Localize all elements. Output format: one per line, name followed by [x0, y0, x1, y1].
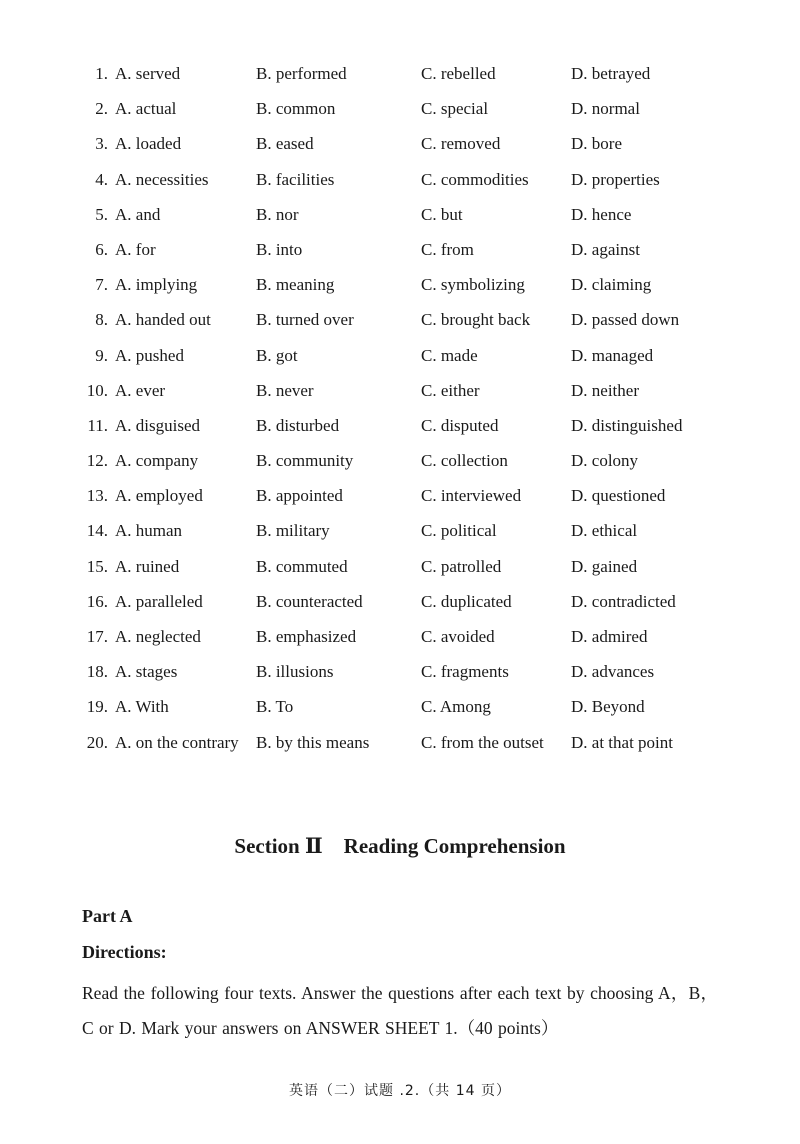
option-a: A. With — [115, 697, 169, 717]
question-row — [0, 443, 800, 478]
option-c: C. commodities — [421, 169, 529, 189]
option-c: C. from — [421, 239, 474, 259]
question-row — [0, 654, 800, 689]
question-row — [0, 91, 800, 126]
question-number: 15. — [86, 556, 108, 576]
option-a: A. employed — [115, 486, 203, 506]
option-a: A. on the contrary — [115, 732, 239, 752]
option-c: C. either — [421, 380, 480, 400]
question-number: 6. — [95, 239, 108, 259]
question-row — [0, 549, 800, 584]
option-c: C. brought back — [421, 310, 531, 330]
page-footer: 英语（二）试题 .2.（共 14 页） — [289, 1083, 511, 1099]
question-row — [0, 302, 800, 337]
question-number: 18. — [86, 662, 108, 682]
option-c: C. political — [421, 521, 497, 541]
question-number: 7. — [95, 275, 108, 295]
question-row — [0, 338, 800, 373]
answer-options-list — [0, 56, 800, 760]
question-number: 17. — [86, 627, 108, 646]
option-d: D. admired — [571, 627, 648, 646]
option-a: A. neglected — [115, 627, 201, 646]
option-b: B. turned over — [256, 310, 354, 330]
option-a: A. loaded — [115, 134, 182, 154]
option-c: C. avoided — [421, 627, 495, 646]
option-d: D. at that point — [571, 732, 673, 752]
question-number: 16. — [86, 591, 108, 611]
option-b: B. by this means — [256, 732, 370, 752]
question-row — [0, 619, 800, 654]
option-b: B. illusions — [256, 662, 334, 682]
question-row — [0, 56, 800, 91]
option-b: B. into — [256, 239, 303, 259]
option-c: C. from the outset — [421, 732, 544, 752]
option-d: D. hence — [571, 204, 632, 224]
option-d: D. normal — [571, 99, 640, 119]
directions-label: Directions: — [82, 942, 167, 962]
question-row — [0, 725, 800, 760]
option-b: B. community — [256, 451, 354, 471]
question-number: 19. — [86, 697, 108, 717]
option-a: A. and — [115, 204, 161, 224]
option-b: B. performed — [256, 64, 347, 83]
option-d: D. gained — [571, 556, 638, 576]
question-row — [0, 197, 800, 232]
question-row — [0, 267, 800, 302]
option-d: D. bore — [571, 134, 622, 154]
option-c: C. disputed — [421, 415, 499, 435]
section-title: Section Ⅱ Reading Comprehension — [234, 834, 566, 858]
option-b: B. never — [256, 380, 314, 400]
option-c: C. duplicated — [421, 591, 512, 611]
option-a: A. handed out — [115, 310, 211, 330]
option-c: C. patrolled — [421, 556, 502, 576]
question-row — [0, 408, 800, 443]
question-number: 10. — [86, 380, 108, 400]
question-number: 14. — [86, 521, 108, 541]
option-d: D. contradicted — [571, 591, 676, 611]
option-d: D. neither — [571, 380, 639, 400]
option-c: C. rebelled — [421, 64, 496, 83]
option-d: D. ethical — [571, 521, 638, 541]
option-c: C. but — [421, 204, 463, 224]
option-c: C. special — [421, 99, 489, 119]
option-d: D. managed — [571, 345, 654, 365]
option-a: A. necessities — [115, 169, 209, 189]
option-c: C. fragments — [421, 662, 509, 682]
option-d: D. against — [571, 239, 640, 259]
question-row — [0, 126, 800, 161]
directions-text: Read the following four texts. Answer the questions after each text by choosing A，B，C or D. Mark your answers on ANSWER SHEET 1.（40 points） — [82, 983, 718, 1038]
option-d: D. questioned — [571, 486, 666, 506]
option-b: B. counteracted — [256, 591, 363, 611]
option-a: A. for — [115, 239, 156, 259]
question-number: 12. — [86, 451, 108, 471]
question-row — [0, 513, 800, 548]
question-number: 9. — [95, 345, 108, 365]
option-d: D. claiming — [571, 275, 652, 295]
option-d: D. distinguished — [571, 415, 683, 435]
question-number: 5. — [95, 204, 108, 224]
question-number: 3. — [95, 134, 108, 154]
option-a: A. pushed — [115, 345, 184, 365]
option-c: C. collection — [421, 451, 508, 471]
option-c: C. symbolizing — [421, 275, 525, 295]
option-a: A. ever — [115, 380, 166, 400]
option-a: A. implying — [115, 275, 198, 295]
option-c: C. Among — [421, 697, 491, 717]
question-row — [0, 478, 800, 513]
option-a: A. disguised — [115, 415, 200, 435]
option-a: A. company — [115, 451, 199, 471]
option-b: B. nor — [256, 204, 299, 224]
option-a: A. served — [115, 64, 181, 83]
option-b: B. facilities — [256, 169, 335, 189]
option-d: D. betrayed — [571, 64, 651, 83]
option-b: B. meaning — [256, 275, 335, 295]
question-row — [0, 689, 800, 724]
option-b: B. emphasized — [256, 627, 357, 646]
option-a: A. actual — [115, 99, 177, 119]
question-row — [0, 162, 800, 197]
part-label: Part A — [82, 906, 133, 926]
option-b: B. To — [256, 697, 294, 717]
option-b: B. commuted — [256, 556, 348, 576]
question-row — [0, 584, 800, 619]
option-c: C. interviewed — [421, 486, 522, 506]
option-d: D. properties — [571, 169, 660, 189]
question-number: 1. — [95, 64, 108, 83]
question-number: 20. — [86, 732, 108, 752]
option-c: C. made — [421, 345, 478, 365]
option-b: B. common — [256, 99, 336, 119]
option-b: B. got — [256, 345, 298, 365]
option-d: D. Beyond — [571, 697, 645, 717]
option-b: B. disturbed — [256, 415, 340, 435]
question-number: 8. — [95, 310, 108, 330]
question-number: 13. — [86, 486, 108, 506]
option-b: B. eased — [256, 134, 314, 154]
question-row — [0, 373, 800, 408]
option-c: C. removed — [421, 134, 501, 154]
option-a: A. stages — [115, 662, 178, 682]
option-b: B. military — [256, 521, 330, 541]
option-d: D. colony — [571, 451, 639, 471]
option-d: D. advances — [571, 662, 655, 682]
question-row — [0, 232, 800, 267]
question-number: 11. — [87, 415, 108, 435]
question-number: 4. — [95, 169, 108, 189]
option-a: A. human — [115, 521, 183, 541]
question-number: 2. — [95, 99, 108, 119]
option-a: A. paralleled — [115, 591, 203, 611]
option-b: B. appointed — [256, 486, 343, 506]
option-d: D. passed down — [571, 310, 680, 330]
option-a: A. ruined — [115, 556, 180, 576]
